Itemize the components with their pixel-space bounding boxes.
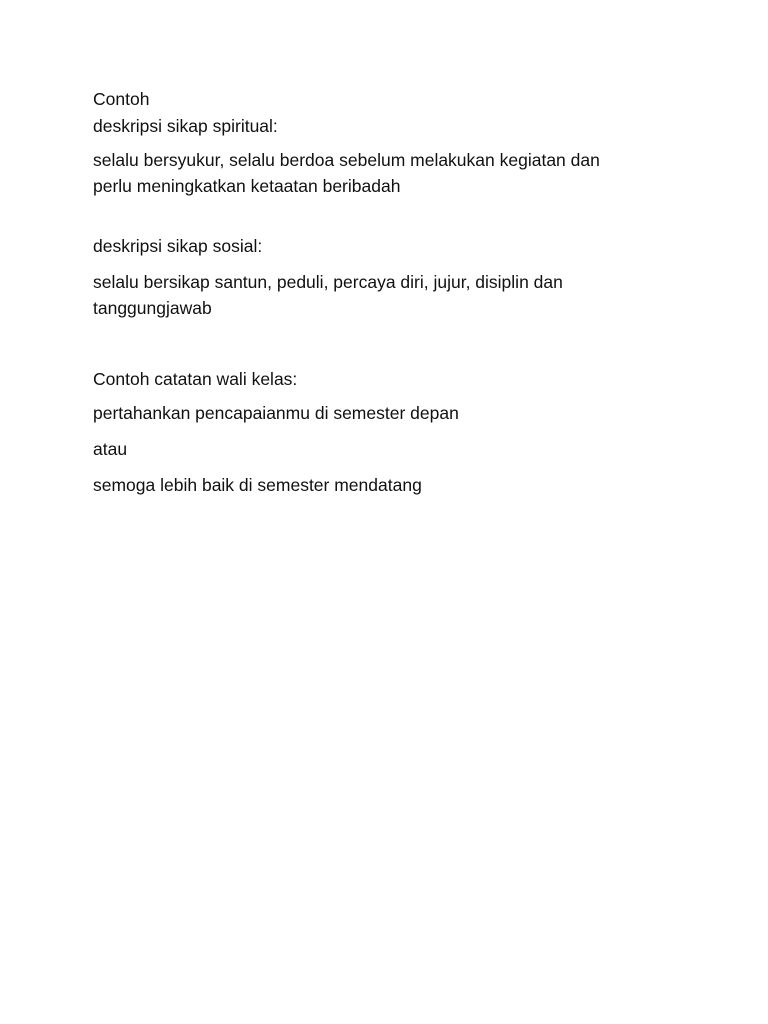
connector-text: atau [93, 439, 128, 459]
homeroom-note-2: semoga lebih baik di semester mendatang [93, 475, 422, 495]
heading-contoh: Contoh [93, 89, 150, 109]
homeroom-note-1: pertahankan pencapaianmu di semester depan [93, 403, 459, 423]
heading-homeroom-notes: Contoh catatan wali kelas: [93, 369, 298, 389]
social-description-line-2: tanggungjawab [93, 298, 212, 318]
spiritual-description-line-1: selalu bersyukur, selalu berdoa sebelum melakukan kegiatan dan [93, 150, 600, 170]
heading-social: deskripsi sikap sosial: [93, 236, 263, 256]
spiritual-description-line-2: perlu meningkatkan ketaatan beribadah [93, 176, 401, 196]
heading-spiritual: deskripsi sikap spiritual: [93, 116, 278, 136]
social-description-line-1: selalu bersikap santun, peduli, percaya diri, jujur, disiplin dan [93, 272, 563, 292]
